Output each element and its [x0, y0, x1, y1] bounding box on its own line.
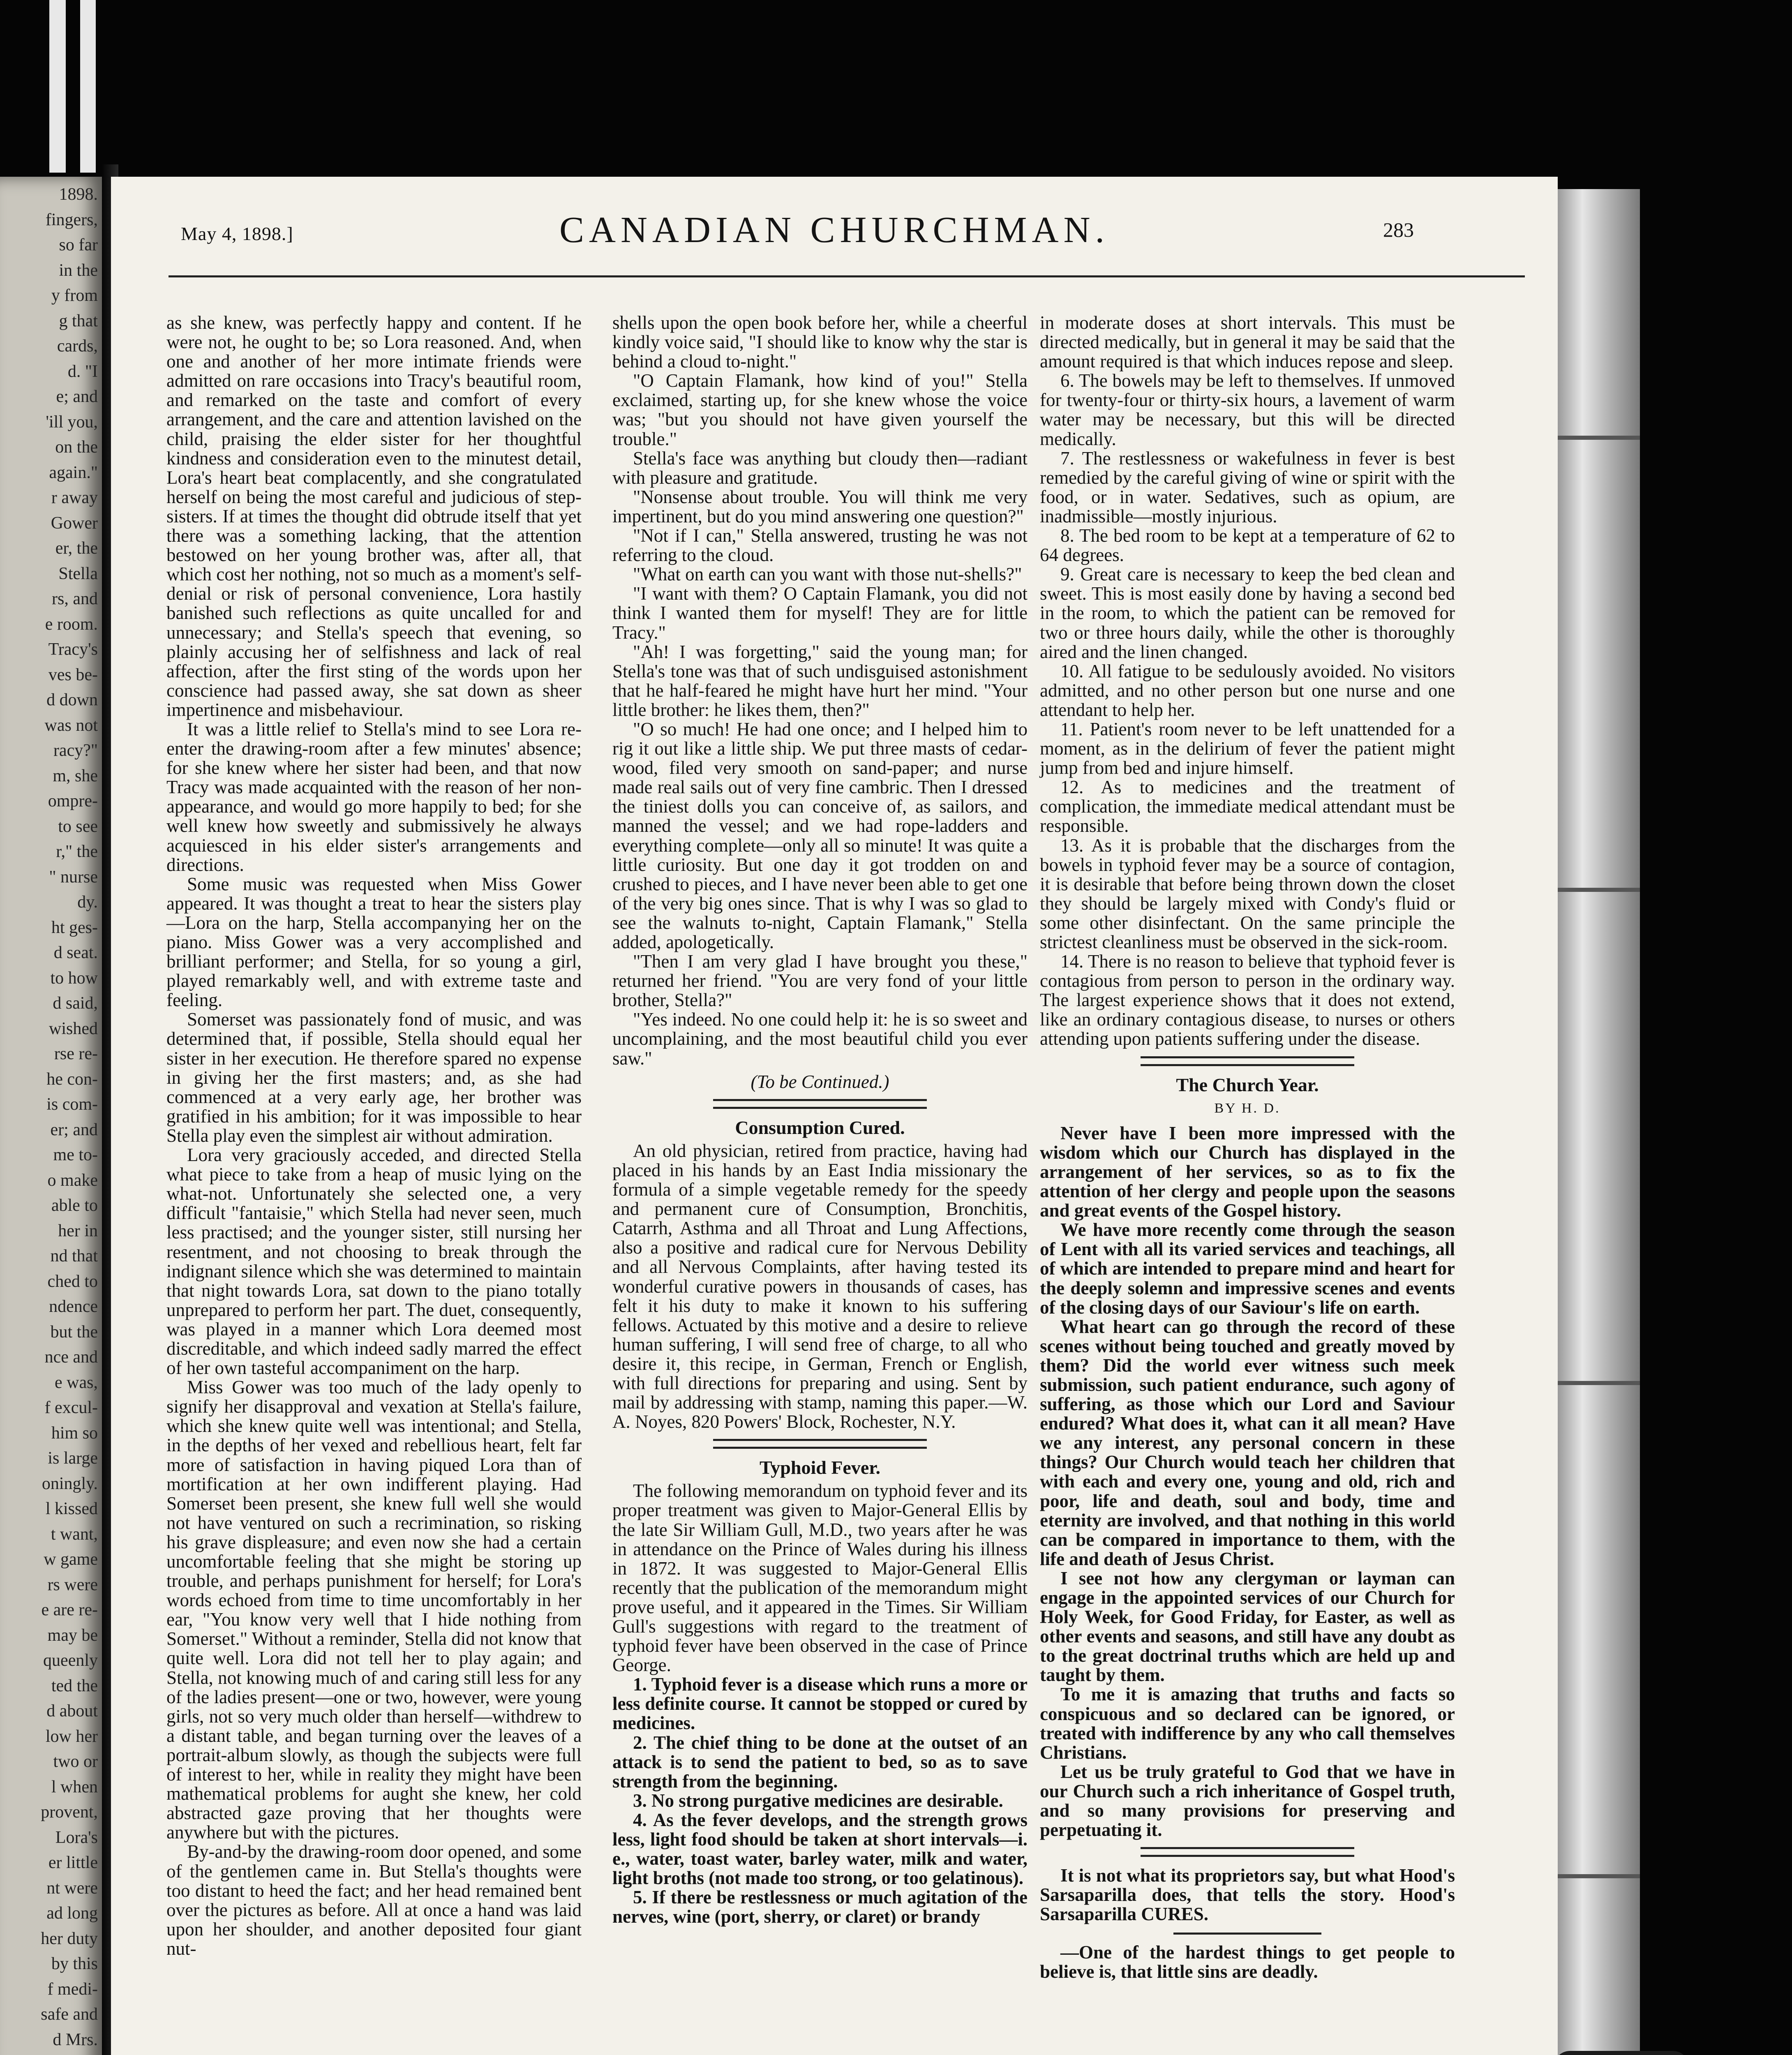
previous-page-text-fragment: nt were	[46, 1878, 98, 1898]
previous-page-text-fragment: " nurse	[49, 867, 98, 887]
previous-page-text-fragment: in the	[59, 261, 98, 280]
previous-page-text-fragment: but the	[50, 1322, 98, 1342]
previous-page-text-fragment: ht ges-	[51, 918, 98, 937]
story-paragraph: "What on earth can you want with those nut-shells?"	[633, 564, 1022, 585]
previous-page-text-fragment: f medi-	[47, 1979, 98, 1999]
story-paragraph: shells upon the open book before her, while a cheerful kindly voice said, "I should like to know why the star is behind a cloud to-night."	[612, 312, 1028, 372]
story-paragraph: "Yes indeed. No one could help it: he is so sweet and uncomplaining, and the most beautiful child you ever saw."	[612, 1009, 1028, 1069]
masthead-title: CANADIAN CHURCHMAN.	[559, 210, 1110, 250]
running-head	[111, 177, 1558, 259]
story-paragraph: Lora very graciously acceded, and directed Stella what piece to take from a heap of music lying on the what-not. Unfortunately she selected one, a very difficult "fantaisie," which Stella had never seen, much less practised; and the younger sister, still nursing her resentment, and not choosing to break through the indignant silence which she was determined to maintain that night towards Lora, sat down to the piano totally unprepared to perform her part. The duet, consequently, was played in a manner which Lora deemed most discreditable, and which indeed sadly marred the effect of her own tasteful accompaniment on the harp.	[166, 1145, 582, 1378]
previous-page-text-fragment: fingers,	[45, 210, 98, 229]
previous-page-text-fragment: on the	[55, 438, 98, 457]
previous-page-text-fragment: safe and	[41, 2005, 98, 2024]
consumption-heading: Consumption Cured.	[735, 1117, 905, 1138]
previous-page-text-fragment: r," the	[56, 842, 98, 861]
previous-page-text-fragment: d down	[46, 690, 98, 709]
typhoid-item: 8. The bed room to be kept at a temperature of 62 to 64 degrees.	[1040, 525, 1455, 566]
typhoid-item: 12. As to medicines and the treatment of complication, the immediate medical attendant must be responsible.	[1040, 777, 1455, 836]
church-year-paragraph: We have more recently come through the season of Lent with all its varied services and teachings, all of which are intended to prepare mind and heart for the deeply solemn and impressive scenes and events of the closing days of our Saviour's life on earth.	[1040, 1219, 1455, 1318]
typhoid-item: 9. Great care is necessary to keep the bed clean and sweet. This is most easily done by having a second bed in the room, to which the patient can be removed for two or three hours daily, while the other is thoroughly aired and the linen changed.	[1040, 564, 1455, 662]
previous-page-text-fragment: ched to	[47, 1272, 98, 1291]
to-be-continued: (To be Continued.)	[751, 1071, 889, 1092]
page-number: 283	[1383, 218, 1414, 241]
story-paragraph: It was a little relief to Stella's mind to see Lora re-enter the drawing-room after a few minutes' absence; for she knew where her sister had been, and that now Tracy was made acquainted with the reason of her non-appearance, and would go more happily to bed; for she well knew how sweetly and submissively he always acquiesced in his elder sister's arrangements and directions.	[166, 718, 582, 875]
previous-page-text-fragment: again."	[49, 463, 98, 482]
previous-page-text-fragment: to how	[50, 968, 98, 988]
previous-page-text-fragment: l when	[51, 1777, 98, 1796]
previous-page-text-fragment: Tracy's	[48, 640, 98, 659]
typhoid-list	[612, 1675, 1028, 1926]
story-paragraph: Somerset was passionately fond of music, and was determined that, if possible, Stella should equal her sister in her execution. He therefore spared no expense in giving her the first masters; and, as she had commenced at a very early age, her brother was gratified in his ambition; for it was impossible to hear Stella play even the simplest air without admiration.	[166, 1009, 582, 1146]
previous-page-text-fragment: queenly	[43, 1651, 98, 1670]
previous-page-text-fragment: d about	[46, 1702, 98, 1720]
issue-date: May 4, 1898.]	[181, 223, 293, 244]
previous-page-text-fragment: may be	[47, 1626, 98, 1645]
previous-page-text-fragment: e; and	[56, 387, 98, 406]
previous-page-text-fragment: him so	[51, 1423, 98, 1443]
book-page-edges	[1558, 189, 1640, 2055]
previous-page-text-fragment: r away	[51, 488, 98, 507]
previous-page-text-fragment: to see	[58, 817, 98, 836]
previous-page-text-fragment: y from	[51, 286, 98, 305]
church-year-paragraph: Never have I been more impressed with the wisdom which our Church has displayed in the arrangement of her services, so as to fix the attention of her clergy and people upon the seasons and great events of the Gospel history.	[1040, 1122, 1455, 1221]
consumption-body: An old physician, retired from practice, having had placed in his hands by an East India missionary the formula of a simple vegetable remedy for the speedy and permanent cure of Consumption, Bronchitis, Catarrh, Asthma and all Throat and Lung Affections, also a positive and radical cure for Nervous Debility and all Nervous Complaints, after having tested its wonderful curative powers in thousands of cases, has felt it his duty to make it known to his suffering fellows. Actuated by this motive and a desire to relieve human suffering, I will send free of charge, to all who desire it, this recipe, in German, French or English, with full directions for preparing and using. Sent by mail by addressing with stamp, naming this paper.—W. A. Noyes, 820 Powers' Block, Rochester, N.Y.	[612, 1140, 1028, 1432]
previous-page-text-fragment: ted the	[51, 1676, 98, 1695]
typhoid-item: 10. All fatigue to be sedulously avoided. No visitors admitted, and no other person but one nurse and one attendant to help her.	[1040, 660, 1455, 720]
previous-page-edge	[0, 177, 103, 2055]
previous-page-text-fragment: t want,	[51, 1524, 98, 1544]
film-edge-mark	[49, 0, 66, 173]
hoods-notice: It is not what its proprietors say, but what Hood's Sarsaparilla does, that tells the story. Hood's Sarsaparilla CURES.	[1040, 1865, 1455, 1925]
story-paragraph: Miss Gower was too much of the lady openly to signify her disapproval and vexation at Stella's failure, which she knew quite well was intentional; and Stella, in the depths of her vexed and rebellious heart, felt far more of satisfaction in having piqued Lora than of mortification at her own indifferent playing. Had Somerset been present, she knew full well she would not have ventured on such a recrimination, so risking his grave displeasure; and even now she had a certain uncomfortable feeling that she might be storing up trouble, and perhaps punishment for herself; for Lora's words echoed from time to time uncomfortably in her ear, "You know very well that I hide nothing from Somerset." Without a reminder, Stella did not know that quite well. Lora did not tell her to play again; and Stella, not knowing much of and caring still less for any of the ladies present—one or two, however, were young girls, not so very much older than herself—withdrew to a distant table, and began turning over the leaves of a portrait-album slowly, as though the subjects were full of interest to her, while in reality they might have been mathematical problems for aught she knew, her cold abstracted gaze proving that her thoughts were anywhere but with the pictures.	[166, 1377, 582, 1843]
typhoid-item: 2. The chief thing to be done at the outset of an attack is to send the patient to bed, so as to save strength from the beginning.	[612, 1732, 1028, 1792]
previous-page-text-fragment: is com-	[46, 1095, 98, 1114]
typhoid-item: in moderate doses at short intervals. This must be directed medically, but in general it may be said that the amount required is that which induces repose and sleep.	[1040, 312, 1455, 372]
previous-page-text-fragment: wished	[49, 1019, 98, 1038]
church-year-heading: The Church Year.	[1176, 1074, 1319, 1095]
previous-page-text-fragment: 1898.	[59, 185, 98, 204]
previous-page-text-fragment: e room.	[45, 614, 98, 634]
church-year-paragraph: To me it is amazing that truths and facts so conspicuous and so declared can be ignored, or treated with indifference by any who call themselves Christians.	[1040, 1684, 1455, 1763]
column-1	[166, 313, 582, 1958]
typhoid-item: 6. The bowels may be left to themselves. If unmoved for twenty-four or thirty-six hours, a lavement of warm water may be necessary, but this will be directed medically.	[1040, 370, 1455, 449]
typhoid-item: 13. As it is probable that the discharges from the bowels in typhoid fever may be a source of contagion, it is desirable that before being thrown down the closet they should be largely mixed with Condy's fluid or some other disinfectant. On the same principle the strictest cleanliness must be observed in the sick-room.	[1040, 835, 1455, 952]
film-edge-mark	[80, 0, 96, 173]
story-paragraph: "Nonsense about trouble. You will think me very impertinent, but do you mind answering one question?"	[612, 486, 1028, 526]
previous-page-text-fragment: m, she	[53, 766, 98, 785]
section-divider	[1141, 1847, 1354, 1857]
previous-page-text-fragment: cards,	[57, 337, 98, 356]
previous-page-text-fragment: d. "I	[67, 362, 98, 381]
previous-page-text-fragment: he con-	[46, 1069, 98, 1089]
previous-page-text-fragment: Gower	[51, 513, 98, 533]
previous-page-text-fragment: provent,	[41, 1803, 98, 1822]
typhoid-item: 4. As the fever develops, and the strength grows less, light food should be taken at short intervals—i. e., water, toast water, barley water, milk and water, light broths (not made too strong, or too gelatinous).	[612, 1809, 1028, 1889]
previous-page-text-fragment: by this	[51, 1954, 98, 1973]
previous-page-text-fragment: er; and	[50, 1120, 98, 1139]
section-divider	[1173, 1933, 1321, 1935]
previous-page-text-fragment: ompre-	[48, 792, 98, 810]
previous-page-text-fragment: l kissed	[45, 1499, 98, 1518]
previous-page-text-fragment: o make	[47, 1171, 98, 1190]
previous-page-text-fragment: rs were	[47, 1575, 98, 1594]
previous-page-text-fragment: e are re-	[41, 1600, 98, 1619]
previous-page-text-fragment: g that	[59, 311, 98, 330]
previous-page-text-fragment: dy.	[77, 893, 98, 912]
previous-page-text-fragment: low her	[45, 1727, 98, 1746]
previous-page-text-fragment: oningly.	[42, 1474, 98, 1493]
story-paragraph: "Then I am very glad I have brought you these," returned her friend. "You are very fond of your little brother, Stella?"	[612, 951, 1028, 1011]
previous-page-text-fragment: ad long	[46, 1904, 98, 1923]
church-year-paragraph: Let us be truly grateful to God that we have in our Church such a rich inheritance of Gospel truth, and so many provisions for preserving and perpetuating it.	[1040, 1761, 1455, 1840]
previous-page-text-fragment: f excul-	[44, 1398, 98, 1417]
previous-page-text-fragment: her in	[58, 1221, 98, 1240]
story-paragraph: "O Captain Flamank, how kind of you!" Stella exclaimed, starting up, for she knew whose the voice was; "but you should not have given yourself the trouble."	[612, 370, 1028, 449]
previous-page-text-fragment: so far	[59, 236, 98, 254]
story-paragraph: "I want with them? O Captain Flamank, you did not think I wanted them for myself! They are for little Tracy."	[612, 583, 1028, 643]
church-year-paragraph: What heart can go through the record of these scenes without being touched and greatly moved by them? Did the world ever witness such meek submission, such patient endurance, such agony of suffering, as those which our Lord and Saviour endured? What does it, what can it all mean? Have we any interest, any personal concern in these things? Our Church would teach her children that with each and every one, young and old, rich and poor, life and death, soul and body, time and eternity are involved, and that nothing in this world can be compared in importance to them, with the life and death of Jesus Christ.	[1040, 1316, 1455, 1569]
typhoid-intro: The following memorandum on typhoid fever and its proper treatment was given to Major-General Ellis by the late Sir William Gull, M.D., two years after he was in attendance on the Prince of Wales during his illness in 1872. It was suggested to Major-General Ellis recently that the publication of the memorandum might prove useful, and it appeared in the Times. Sir William Gull's suggestions with regard to the treatment of typhoid fever have been observed in the case of Prince George.	[612, 1480, 1028, 1676]
previous-page-text-fragment: ndence	[49, 1297, 98, 1316]
story-paragraph: Stella's face was anything but cloudy then—radiant with pleasure and gratitude.	[612, 448, 1028, 488]
previous-page-text-fragment: me to-	[53, 1145, 98, 1164]
story-paragraph: "O so much! He had one once; and I helped him to rig it out like a little ship. We put three masts of cedar-wood, filed very smooth on sand-paper; and nurse made real sails out of very fine cambric. Then I dressed the tiniest dolls you can conceive of, as sailors, and manned the vessel; and we had rope-ladders and everything complete—only all so minute! It was quite a little curiosity. But one day it got trodden on and crushed to pieces, and I have never been able to get one of the very big ones since. That is why I was so glad to see the walnuts to-night, Captain Flamank," Stella added, apologetically.	[612, 718, 1028, 952]
newspaper-page	[111, 177, 1558, 2055]
previous-page-text-fragment: racy?"	[53, 741, 98, 760]
section-divider	[713, 1439, 927, 1449]
previous-page-text-fragment: her duty	[41, 1929, 98, 1948]
typhoid-item: 3. No strong purgative medicines are desirable.	[633, 1790, 1003, 1811]
typhoid-item: 11. Patient's room never to be left unattended for a moment, as in the delirium of fever the patient might jump from bed and injure himself.	[1040, 718, 1455, 778]
column-2	[612, 313, 1028, 1927]
church-year-byline: BY H. D.	[1214, 1100, 1281, 1116]
filler-note: —One of the hardest things to get people to believe is, that little sins are deadly.	[1040, 1942, 1455, 1982]
previous-page-text-fragment: rs, and	[52, 589, 98, 608]
typhoid-item: 5. If there be restlessness or much agitation of the nerves, wine (port, sherry, or claret) or brandy	[612, 1887, 1028, 1927]
previous-page-text-fragment: ves be-	[48, 665, 98, 684]
page-clip	[1554, 2051, 1689, 2055]
story-paragraph: "Not if I can," Stella answered, trusting he was not referring to the cloud.	[612, 525, 1028, 566]
previous-page-text-fragment: nd that	[50, 1247, 98, 1265]
previous-page-text-fragment: Stella	[58, 564, 98, 583]
typhoid-item: 1. Typhoid fever is a disease which runs a more or less definite course. It cannot be stopped or cured by medicines.	[612, 1674, 1028, 1734]
typhoid-item: 14. There is no reason to believe that typhoid fever is contagious from person to person in the ordinary way. The largest experience shows that it does not extend, like an ordinary contagious disease, to nurses or others attending upon patients suffering under the disease.	[1040, 951, 1455, 1049]
previous-page-text-fragment: d Mrs.	[53, 2030, 98, 2049]
previous-page-text-fragment: able to	[51, 1196, 98, 1215]
typhoid-item: 7. The restlessness or wakefulness in fever is best remedied by the careful giving of wine or spirit with the food, or in water. Sedatives, such as opium, are inadmissible—mostly injurious.	[1040, 448, 1455, 526]
previous-page-text-fragment: e was,	[55, 1373, 98, 1392]
previous-page-text-fragment: 'ill you,	[46, 412, 98, 432]
previous-page-text-fragment: w game	[44, 1550, 98, 1569]
story-paragraph: By-and-by the drawing-room door opened, and some of the gentlemen came in. But Stella's thoughts were too distant to heed the fact; and her head remained bent over the pictures as before. All at once a hand was laid upon her shoulder, and another deposited four giant nut-	[166, 1841, 582, 1959]
story-paragraph: "Ah! I was forgetting," said the young man; for Stella's tone was that of such undisguised astonishment that he half-feared he might have hurt her mind. "Your little brother: he likes them, then?"	[612, 641, 1028, 720]
section-divider	[1141, 1056, 1354, 1066]
column-3	[1040, 313, 1455, 1981]
story-paragraph: Some music was requested when Miss Gower appeared. It was thought a treat to hear the sisters play—Lora on the harp, Stella accompanying her on the piano. Miss Gower was a very accomplished and brilliant performer; and Stella, for so young a girl, played remarkably well, and with extreme taste and feeling.	[166, 873, 582, 1011]
previous-page-text-fragment: er, the	[55, 539, 98, 558]
previous-page-text-fragment: nce and	[44, 1348, 98, 1367]
previous-page-text-fragment: rse re-	[54, 1044, 98, 1063]
church-year-body	[1040, 1124, 1455, 1840]
section-divider	[713, 1099, 927, 1109]
previous-page-text-fragment: Lora's	[55, 1828, 98, 1847]
typhoid-heading: Typhoid Fever.	[760, 1457, 880, 1478]
previous-page-text-fragment: er little	[48, 1853, 98, 1872]
previous-page-text-fragment: two or	[53, 1752, 98, 1771]
previous-page-text-fragment: is large	[48, 1449, 98, 1468]
previous-page-text-fragment: d said,	[53, 994, 98, 1013]
previous-page-text-fragment: was not	[44, 716, 98, 735]
story-paragraph: as she knew, was perfectly happy and content. If he were not, he ought to be; so Lora reasoned. And, when one and another of her more intimate friends were admitted on rare occasions into Tracy's beautiful room, and remarked on the taste and comfort of every arrangement, and the care and attention lavished on the child, praising the elder sister for her thoughtful kindness and consideration even to the minutest detail, Lora's heart beat complacently, and she congratulated herself on being the most careful and judicious of step-sisters. If at times the thought did obtrude itself that yet there was a something lacking, that the attention bestowed on her young brother was, after all, that which cost her nothing, not so much as a moment's self-denial or risk of personal convenience, Lora hastily banished such reflections as quite uncalled for and unnecessary; and Stella's speech that evening, so plainly accusing her of selfishness and lack of real affection, after the first sting of the words upon her conscience had passed away, she sat down as sheer impertinence and misbehaviour.	[166, 312, 582, 720]
header-rule	[169, 275, 1525, 277]
church-year-paragraph: I see not how any clergyman or layman can engage in the appointed services of our Church for Holy Week, for Good Friday, for Easter, as well as other events and seasons, and still have any doubt as to the great doctrinal truths which are held up and taught by them.	[1040, 1568, 1455, 1686]
previous-page-text-fragment: d seat.	[53, 943, 98, 962]
